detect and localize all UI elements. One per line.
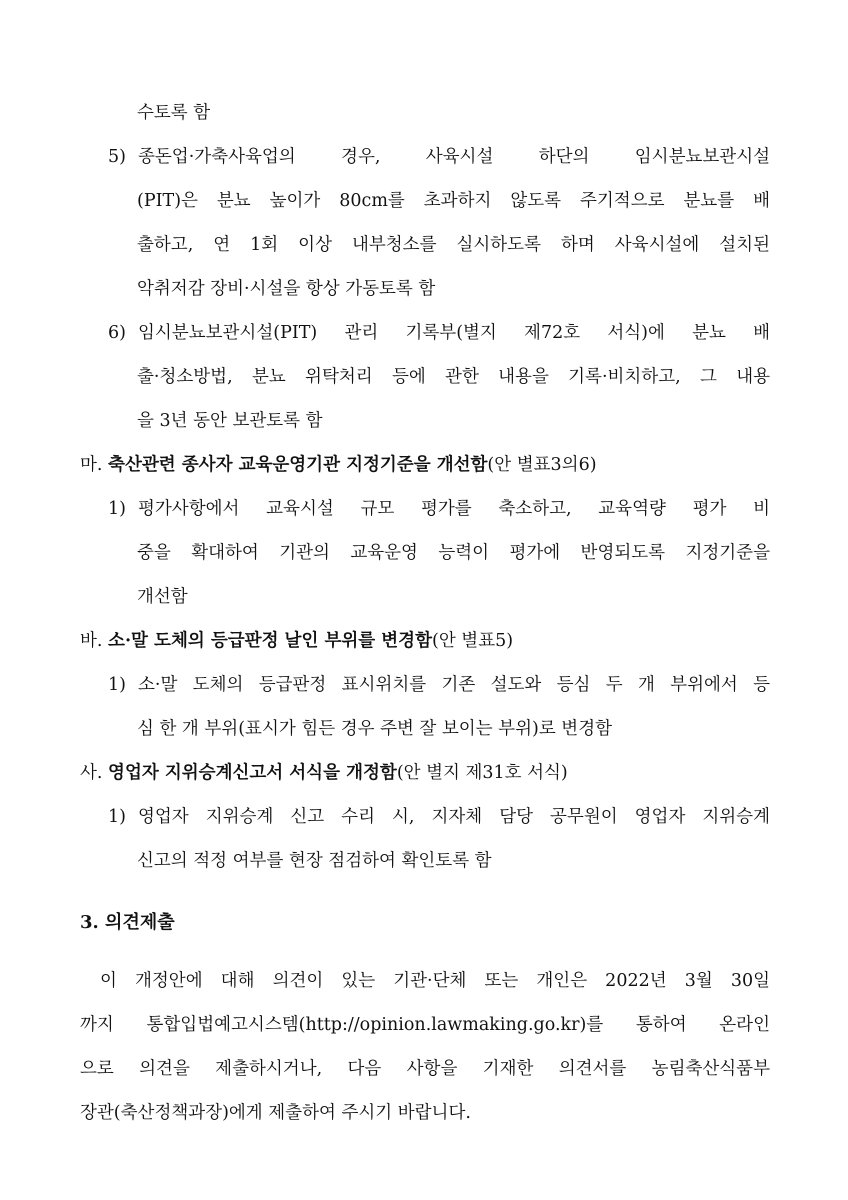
section-sa-title: 영업자 지위승계신고서 서식을 개정함 — [108, 763, 397, 783]
section-ba-prefix: 바. — [80, 631, 103, 651]
section-sa-item-1-number: 1) — [108, 807, 126, 827]
section-3-para-line-2: 까지 통합입법예고시스템(http://opinion.lawmaking.go.kr)를 통하여 온라인 — [80, 1015, 770, 1035]
item-5-line-4: 악취저감 장비·시설을 항상 가동토록 함 — [137, 279, 436, 299]
section-ma-heading — [80, 454, 597, 476]
item-5-number: 5) — [108, 147, 126, 167]
item-6-line-3: 을 3년 동안 보관토록 함 — [137, 411, 323, 431]
section-ma-item-1-number: 1) — [108, 499, 126, 519]
section-ba-heading — [80, 630, 513, 652]
section-ba-item-1-number: 1) — [108, 675, 126, 695]
continuation-line: 수토록 함 — [137, 103, 211, 123]
section-ba-title: 소·말 도체의 등급판정 날인 부위를 변경함 — [108, 631, 432, 651]
section-ba-ref: (안 별표5) — [432, 631, 514, 651]
section-ma-item-1-line-3: 개선함 — [137, 587, 188, 607]
section-3-title: 3. 의견제출 — [80, 912, 175, 933]
section-sa-heading — [80, 762, 568, 784]
section-3-para-line-1: 이 개정안에 대해 의견이 있는 기관·단체 또는 개인은 2022년 3월 30일 — [100, 971, 770, 991]
item-6-line-2: 출·청소방법, 분뇨 위탁처리 등에 관한 내용을 기록·비치하고, 그 내용 — [137, 367, 770, 387]
section-sa-item-1-line-2: 신고의 적정 여부를 현장 점검하여 확인토록 함 — [137, 851, 492, 871]
item-6-line-1: 임시분뇨보관시설(PIT) 관리 기록부(별지 제72호 서식)에 분뇨 배 — [138, 323, 770, 343]
section-sa-item-1-line-1: 영업자 지위승계 신고 수리 시, 지자체 담당 공무원이 영업자 지위승계 — [138, 807, 770, 827]
item-5-line-3: 출하고, 연 1회 이상 내부청소를 실시하도록 하며 사육시설에 설치된 — [137, 235, 770, 255]
section-ma-title: 축산관련 종사자 교육운영기관 지정기준을 개선함 — [108, 455, 488, 475]
section-3-para-line-3: 으로 의견을 제출하시거나, 다음 사항을 기재한 의견서를 농림축산식품부 — [80, 1059, 770, 1079]
section-ma-ref: (안 별표3의6) — [487, 455, 597, 475]
item-5-line-1: 종돈업·가축사육업의 경우, 사육시설 하단의 임시분뇨보관시설 — [138, 147, 770, 167]
section-ba-item-1-line-2: 심 한 개 부위(표시가 힘든 경우 주변 잘 보이는 부위)로 변경함 — [137, 719, 613, 739]
section-sa-ref: (안 별지 제31호 서식) — [396, 763, 568, 783]
section-3-para-line-4: 장관(축산정책과장)에게 제출하여 주시기 바랍니다. — [80, 1103, 471, 1123]
section-ba-item-1-line-1: 소·말 도체의 등급판정 표시위치를 기존 설도와 등심 두 개 부위에서 등 — [138, 675, 770, 695]
section-sa-prefix: 사. — [80, 763, 103, 783]
item-5-line-2: (PIT)은 분뇨 높이가 80cm를 초과하지 않도록 주기적으로 분뇨를 배 — [137, 191, 770, 211]
section-ma-item-1-line-2: 중을 확대하여 기관의 교육운영 능력이 평가에 반영되도록 지정기준을 — [137, 543, 770, 563]
item-6-number: 6) — [108, 323, 126, 343]
section-ma-item-1-line-1: 평가사항에서 교육시설 규모 평가를 축소하고, 교육역량 평가 비 — [138, 499, 770, 519]
section-ma-prefix: 마. — [80, 455, 103, 475]
